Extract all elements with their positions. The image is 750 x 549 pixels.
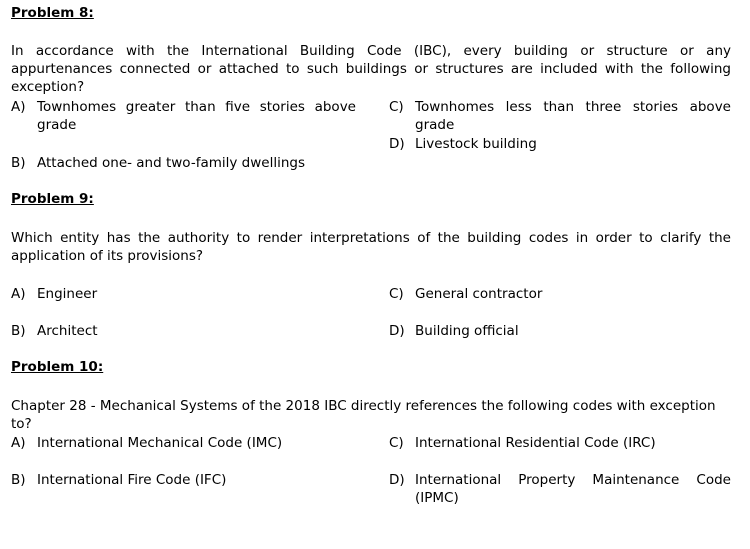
- option-text: Building official: [415, 323, 519, 339]
- option-letter: C): [389, 99, 404, 115]
- problem-8-option-d: [389, 135, 731, 153]
- problem-10-option-c: [389, 434, 731, 452]
- problem-10-question: Chapter 28 - Mechanical Systems of the 2018 IBC directly references the following codes with exception to?: [11, 398, 716, 432]
- option-text: Engineer: [37, 286, 98, 302]
- problem-10-option-a: [11, 434, 371, 452]
- option-text: International Mechanical Code (IMC): [37, 435, 283, 451]
- option-text: General contractor: [415, 286, 543, 302]
- problem-8-option-b: [11, 154, 371, 172]
- problem-8-title: Problem 8:: [11, 5, 94, 21]
- option-letter: C): [389, 286, 404, 302]
- option-letter: A): [11, 435, 26, 451]
- option-letter: D): [389, 136, 405, 152]
- option-letter: A): [11, 286, 26, 302]
- problem-8-option-a: [11, 98, 356, 134]
- option-text: Townhomes less than three stories above grade: [415, 99, 731, 133]
- problem-9-option-c: [389, 285, 731, 303]
- option-letter: B): [11, 323, 26, 339]
- option-letter: A): [11, 99, 26, 115]
- option-text: Townhomes greater than five stories above grade: [37, 99, 356, 133]
- problem-9-option-d: [389, 322, 731, 340]
- option-letter: D): [389, 323, 405, 339]
- problem-9-option-a: [11, 285, 371, 303]
- problem-9-question: Which entity has the authority to render interpretations of the building codes in order to clarify the application of its provisions?: [11, 230, 731, 264]
- option-letter: D): [389, 472, 405, 488]
- problem-10-title: Problem 10:: [11, 359, 104, 375]
- option-text: Attached one- and two-family dwellings: [37, 155, 305, 171]
- problem-10-option-b: [11, 471, 371, 489]
- option-text: International Fire Code (IFC): [37, 472, 227, 488]
- option-letter: C): [389, 435, 404, 451]
- option-text: Livestock building: [415, 136, 537, 152]
- option-letter: B): [11, 155, 26, 171]
- problem-8-question: In accordance with the International Building Code (IBC), every building or structure or any appurtenances connected or attached to such buildings or structures are included with the following exception?: [11, 43, 731, 95]
- option-text: Architect: [37, 323, 98, 339]
- problem-9-option-b: [11, 322, 371, 340]
- problem-10-option-d: [389, 471, 731, 507]
- problem-8-option-c: [389, 98, 731, 134]
- option-letter: B): [11, 472, 26, 488]
- option-text: International Property Maintenance Code (IPMC): [415, 472, 731, 506]
- problem-9-title: Problem 9:: [11, 191, 94, 207]
- option-text: International Residential Code (IRC): [415, 435, 656, 451]
